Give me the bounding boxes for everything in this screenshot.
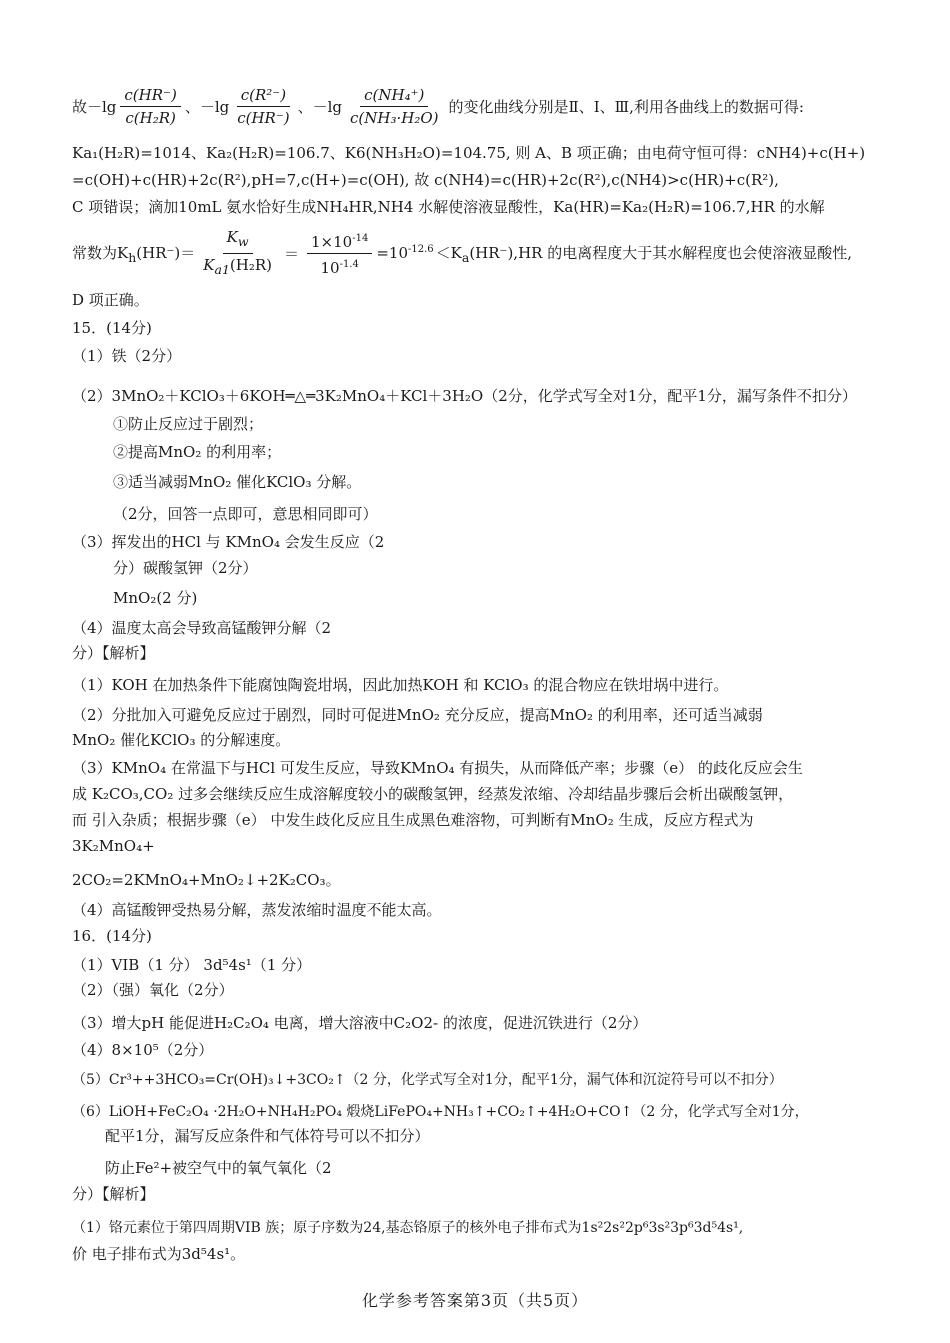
text-line: 成 K₂CO₃,CO₂ 过多会继续反应生成溶解度较小的碳酸氢钾，经蒸发浓缩、冷却结晶步骤后会析出碳酸氢钾， (72, 785, 794, 803)
result-base: =10 (376, 244, 408, 262)
eq2-result (376, 244, 433, 262)
fraction-numerator (223, 228, 253, 254)
text-line: （6）LiOH+FeC₂O₄ ·2H₂O+NH₄H₂PO₄ 煅烧LiFePO₄+NH₃↑+CO₂↑+4H₂O+CO↑（2 分，化学式写全对1分， (72, 1104, 809, 1120)
fraction-r2-hr (233, 86, 293, 127)
equation-log-ratios (72, 80, 804, 132)
text-line: 分）【解析】 (72, 1185, 155, 1203)
fraction-numerator: c(R²⁻) (237, 86, 290, 107)
fraction-numerator: c(HR⁻) (120, 86, 180, 107)
fraction-denominator: c(NH₃·H₂O) (350, 108, 439, 127)
text-line: （1）铁（2分） (72, 347, 182, 365)
text-line: （1）铬元素位于第四周期VIB 族；原子序数为24,基态铬原子的核外电子排布式为1s²2s²2p⁶3s²3p⁶3d⁵4s¹, (72, 1220, 744, 1236)
tail-rest: (HR⁻),HR 的电离程度大于其水解程度也会使溶液显酸性, (469, 243, 852, 262)
fraction-numeric (307, 230, 372, 277)
tail-k: ＜K (435, 243, 462, 262)
eq2-lead-rest: (HR⁻)＝ (136, 243, 196, 262)
text-line: 配平1分，漏写反应条件和气体符号可以不扣分） (105, 1127, 430, 1145)
text-line: =c(OH)+c(HR)+2c(R²),pH=7,c(H+)=c(OH), 故 c(NH4)=c(HR)+2c(R²),c(NH4)>c(HR)+c(R²), (72, 171, 779, 189)
text-line: Ka₁(H₂R)=1014、Ka₂(H₂R)=106.7、K6(NH₃H₂O)=104.75, 则 A、B 项正确；由电荷守恒可得：cNH4)+c(H+) (72, 144, 866, 162)
eq2-equals: ＝ (284, 244, 300, 263)
eq2-lead-sub: h (128, 249, 137, 265)
fraction-denominator (199, 254, 276, 279)
text-line: MnO₂ 催化KClO₃ 的分解速度。 (72, 731, 291, 749)
fraction-kw-ka1 (199, 228, 276, 279)
text-line: 分）碳酸氢钾（2分） (113, 559, 258, 577)
ka1-tail: (H₂R) (229, 255, 272, 274)
fraction-denominator: c(H₂R) (125, 108, 176, 127)
eq1-separator: 、－lg (184, 97, 230, 116)
text-line: （2）3MnO₂＋KClO₃＋6KOH═△═3K₂MnO₄＋KCl＋3H₂O（2分，化学式写全对1分，配平1分，漏写条件不扣分） (72, 387, 857, 405)
text-line: （2）（强）氧化（2分） (72, 981, 234, 999)
fraction-denominator (316, 254, 362, 277)
text-line: 2CO₂=2KMnO₄+MnO₂↓+2K₂CO₃。 (72, 871, 341, 889)
text-line: ③适当减弱MnO₂ 催化KClO₃ 分解。 (113, 473, 362, 491)
result-exp: -12.6 (407, 244, 434, 255)
kw-sub: w (237, 233, 249, 249)
text-line: （3）KMnO₄ 在常温下与HCl 可发生反应，导致KMnO₄ 有损失，从而降低产率；步骤（e） 的歧化反应会生 (72, 759, 803, 777)
text-line: ②提高MnO₂ 的利用率； (113, 443, 282, 461)
text-line: （2分，回答一点即可，意思相同即可） (113, 505, 378, 523)
text-line: 防止Fe²+被空气中的氧气氧化（2 (105, 1159, 332, 1177)
text-line: （4）8×10⁵（2分） (72, 1041, 214, 1059)
text-line: （3）增大pH 能促进H₂C₂O₄ 电离，增大溶液中C₂O2- 的浓度，促进沉铁进行（2分） (72, 1014, 648, 1032)
ka1-k: K (203, 255, 215, 274)
text-line: （3）挥发出的HCl 与 KMnO₄ 会发生反应（2 (72, 533, 385, 551)
text-line: （1）VIB（1 分） 3d⁵4s¹（1 分） (72, 956, 312, 974)
question-heading: 15．(14分) (72, 319, 152, 337)
eq1-tail: 的变化曲线分别是Ⅱ、Ⅰ、Ⅲ,利用各曲线上的数据可得: (448, 97, 804, 116)
equation-hydrolysis-constant (72, 226, 852, 280)
text-line: （1）KOH 在加热条件下能腐蚀陶瓷坩埚，因此加热KOH 和 KClO₃ 的混合物应在铁坩埚中进行。 (72, 676, 729, 694)
eq2-lead-k: 常数为K (72, 243, 129, 262)
eq1-lead: 故－lg (72, 97, 117, 116)
text-line: （4）温度太高会导致高锰酸钾分解（2 (72, 619, 332, 637)
text-line: 价 电子排布式为3d⁵4s¹。 (72, 1245, 246, 1263)
text-line: ①防止反应过于剧烈； (113, 415, 264, 433)
fraction-numerator (307, 230, 372, 254)
question-heading: 16．(14分) (72, 927, 152, 945)
page-footer: 化学参考答案第3页（共5页） (361, 1291, 589, 1310)
fraction-numerator: c(NH₄⁺) (360, 86, 428, 107)
num-exp: -14 (352, 232, 369, 244)
eq2-tail (436, 242, 852, 265)
ka1-sub: a1 (214, 261, 230, 277)
kw-k: K (226, 227, 238, 246)
eq2-lead (72, 242, 195, 265)
text-line: 3K₂MnO₄+ (72, 837, 155, 855)
den-base: 10 (320, 258, 340, 277)
den-exp: -1.4 (339, 258, 359, 270)
text-line: C 项错误；滴加10mL 氨水恰好生成NH₄HR,NH4 水解使溶液显酸性，Ka(HR)=Ka₂(H₂R)=106.7,HR 的水解 (72, 198, 825, 216)
fraction-nh4-nh3h2o (346, 86, 442, 127)
text-line: （5）Cr³++3HCO₃=Cr(OH)₃↓+3CO₂↑（2 分，化学式写全对1分，配平1分，漏气体和沉淀符号可以不扣分） (72, 1072, 783, 1088)
text-line: D 项正确。 (72, 291, 149, 309)
text-line: 分）【解析】 (72, 644, 155, 662)
text-line: MnO₂(2 分) (113, 589, 198, 607)
text-line: 而 引入杂质；根据步骤（e） 中发生歧化反应且生成黑色难溶物，可判断有MnO₂ 生成，反应方程式为 (72, 811, 754, 829)
num-base: 1×10 (311, 232, 353, 251)
eq1-separator: 、－lg (297, 97, 343, 116)
text-line: （4）高锰酸钾受热易分解，蒸发浓缩时温度不能太高。 (72, 901, 442, 919)
fraction-denominator: c(HR⁻) (237, 108, 290, 127)
tail-sub: a (461, 249, 470, 265)
text-line: （2）分批加入可避免反应过于剧烈，同时可促进MnO₂ 充分反应，提高MnO₂ 的利用率，还可适当减弱 (72, 706, 763, 724)
fraction-hr-h2r (120, 86, 180, 127)
